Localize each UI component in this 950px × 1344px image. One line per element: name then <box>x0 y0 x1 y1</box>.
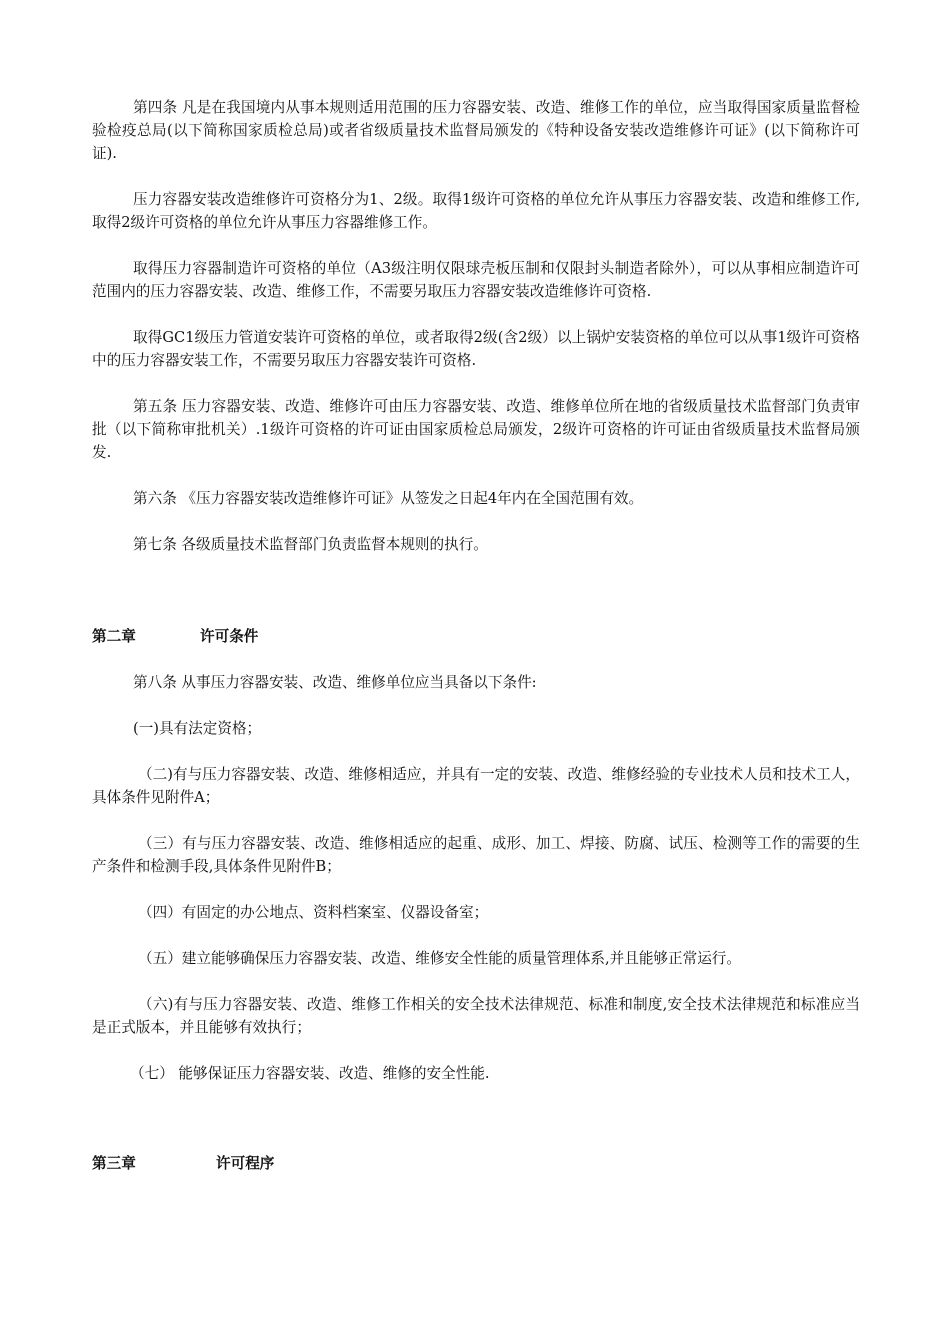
article-5-paragraph: 第五条 压力容器安装、改造、维修许可由压力容器安装、改造、维修单位所在地的省级质量技术监督部门负责审批（以下简称审批机关）.1级许可资格的许可证由国家质检总局颁发，2级许可资格的许可证由省级质量技术监督局颁发. <box>92 398 860 461</box>
section-spacer <box>92 579 860 625</box>
chapter-number: 第三章 <box>92 1155 136 1172</box>
chapter-title: 许可条件 <box>200 628 259 645</box>
article-6-paragraph: 第六条 《压力容器安装改造维修许可证》从签发之日起4年内在全国范围有效。 <box>133 490 644 507</box>
article-4-paragraph-3: 取得压力容器制造许可资格的单位（A3级注明仅限球壳板压制和仅限封头制造者除外），可以从事相应制造许可范围内的压力容器安装、改造、维修工作，不需要另取压力容器安装改造维修许可资格. <box>92 260 860 300</box>
chapter-title: 许可程序 <box>216 1155 275 1172</box>
article-7-paragraph: 第七条 各级质量技术监督部门负责监督本规则的执行。 <box>133 536 488 553</box>
article-4-paragraph-4: 取得GC1级压力管道安装许可资格的单位，或者取得2级(含2级）以上锅炉安装资格的单位可以从事1级许可资格中的压力容器安装工作，不需要另取压力容器安装许可资格. <box>92 329 860 369</box>
article-4-paragraph-1: 第四条 凡是在我国境内从事本规则适用范围的压力容器安装、改造、维修工作的单位，应当取得国家质量监督检验检疫总局(以下简称国家质检总局)或者省级质量技术监督局颁发的《特种设备安装改造维修许可证》(以下简称许可证). <box>92 99 860 162</box>
condition-item: （六)有与压力容器安装、改造、维修工作相关的安全技术法律规范、标准和制度,安全技术法律规范和标准应当是正式版本，并且能够有效执行； <box>92 996 860 1036</box>
condition-item: （五）建立能够确保压力容器安装、改造、维修安全性能的质量管理体系,并且能够正常运行。 <box>138 950 741 967</box>
condition-item: （三）有与压力容器安装、改造、维修相适应的起重、成形、加工、焊接、防腐、试压、检测等工作的需要的生产条件和检测手段,具体条件见附件B； <box>92 835 860 875</box>
condition-item: （四）有固定的办公地点、资料档案室、仪器设备室； <box>138 904 489 921</box>
document-page <box>92 96 860 1198</box>
article-4-paragraph-2: 压力容器安装改造维修许可资格分为1、2级。取得1级许可资格的单位允许从事压力容器安装、改造和维修工作,取得2级许可资格的单位允许从事压力容器维修工作。 <box>92 191 860 231</box>
section-spacer <box>92 1108 860 1152</box>
chapter-number: 第二章 <box>92 628 136 645</box>
chapter-heading-two <box>92 625 860 648</box>
condition-item: （七） 能够保证压力容器安装、改造、维修的安全性能. <box>130 1065 490 1082</box>
chapter-heading-three <box>92 1152 860 1175</box>
article-8-paragraph: 第八条 从事压力容器安装、改造、维修单位应当具备以下条件: <box>133 674 537 691</box>
condition-item: (一)具有法定资格； <box>133 720 262 737</box>
condition-item: （二)有与压力容器安装、改造、维修相适应，并具有一定的安装、改造、维修经验的专业技术人员和技术工人，具体条件见附件A； <box>92 766 860 806</box>
